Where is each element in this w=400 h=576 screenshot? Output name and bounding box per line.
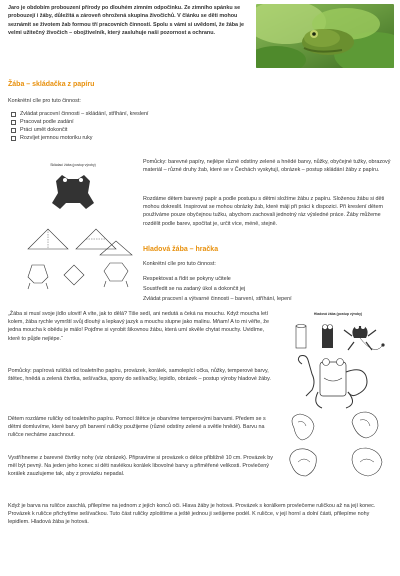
section1-body: Rozdáme dětem barevný papír a podle postupu s dětmi složíme žábu z papíru. Složenou žábu si děti mohou dokreslit. Inspirovat se mohou obrázky žab, které máji při práci k dispozici. Při kreslení dětem používáme pouze obyčejnou tužku, abychom zachovali jednotný ráz výsledné práce. Žáby můžeme rozdělit podle barev, spočítat je, určit více, méně, stejně. (143, 196, 385, 227)
list-item: Rozvíjet jemnou motoriku ruky (8, 134, 248, 142)
section1-goals-list (8, 110, 248, 142)
section2-paragraph-1: Dětem rozdáme ruličky od toaletního papíru. Pomocí štětce je obarvíme temperovými barvami. Předem se s dětmi domluvíme, které barvy při barvení ruličky použijeme (různé odstíny zelené a světle hnědé). Barvu na ruličce necháme zaschnout. (8, 416, 266, 439)
hungry-frog-diagram (282, 312, 394, 497)
section1-goals-intro: Konkrétní cíle pro tuto činnost: (8, 98, 81, 104)
section2-goal-1: Respektovat a řídit se pokyny učitele (143, 276, 231, 282)
list-item: Pracovat podle zadání (8, 118, 248, 126)
origami-steps-illustration (8, 167, 138, 301)
section2-aids: Pomůcky: papírová ruličká od toaletního papíru, provázek, korálek, samolepící očka, nůžky, temperové barvy, štětec, hnědá a zelená čtvrtka, sešívačka, spony do sešívačky, lepidlo, obrázek – postup výroby hladové žáby. (8, 368, 271, 383)
section2-heading: Hladová žába – hračka (143, 246, 219, 253)
section2-paragraph-2: Vystříhneme z barevné čtvrtky nohy (viz obrázek). Připravíme si provázek o délce přibližně 10 cm. Provázek by měl být pevný. Na jeden jeho konec si děti navlékou korálek libovolné barvy a přiměřené velikosti. Provlečený korálek zauzlujeme tak, aby z provázku nepadal. (8, 455, 273, 478)
hungry-frog-steps-illustration (282, 316, 394, 494)
origami-diagram (8, 163, 138, 303)
list-item: Práci umět dokončit (8, 126, 248, 134)
section1-heading: Žába – skládačka z papíru (8, 81, 95, 88)
section2-goal-3: Zvládat pracovní a výtvarné činnosti – barvení, stříhání, lepení (143, 296, 292, 302)
section2-paragraph-3: Když je barva na ruličce zaschlá, přilepíme na jednom z jejích konců oči. Hlava žáby je hotová. Provázek s korálkem provlečeme ruličkou až na její konec. Provázek k ruličce přichytíme sešívačkou. Tuto část ruličky zploštíme a ještě jednou ji sešijeme podél. K ruličce, v její horní a dolní části, přilepíme nohy lepidlem. Hladová žába je hotová. (8, 503, 376, 526)
frog-photo (256, 4, 394, 68)
section2-goal-2: Soustředit se na zadaný úkol a dokončit jej (143, 286, 246, 292)
hungry-frog-diagram-caption: Hladová žába (postup výroby) (313, 312, 363, 316)
section1-aids: Pomůcky: barevné papíry, nejlépe různé odstíny zelené a hnědé barvy, nůžky, obyčejné tužky, obrazový materiál – různé druhy žab, které se v Čechách vyskytují, obrázek – postup skládání žáby z papíru. (143, 159, 391, 174)
section2-story: „Žába si musí svoje jídlo ulovit! A víte, jak to dělá? Tiše sedí, ani nedutá a čeká na mouchu. Když moucha letí kolem, žába rychle vymrští svůj dlouhý a lepkavý jazyk a mouchu slupne jako malinu. Mňam! A to mi věřte, že jedna moucha k obědu je málo! Pojďme si vyrobit šikovnou žábu, která umí skvěle chytat mouchy. Uvidíme, kterě to půjde nejlépe.“ (8, 311, 269, 342)
origami-diagram-caption: Skládací žába (postup výroby) (50, 163, 96, 167)
section2-goals-intro: Konkrétní cíle pro tuto činnost: (143, 261, 216, 267)
intro-paragraph: Jaro je obdobím probouzení přírody po dlouhém zimním odpočinku. Ze zimního spánku se probouzejí i žáby, důležitá a zároveň ohrožená skupina živočichů. V článku se děti mohou seznámit se životem žab formou tří pracovních činností. Spolu s vámi si uvědomí, že žába je velmi užitečný živočich – obojživelník, který zasluhuje naši pozornost a ochranu. (8, 5, 245, 36)
list-item: Zvládat pracovní činnosti – skládání, stříhání, kreslení (8, 110, 248, 118)
